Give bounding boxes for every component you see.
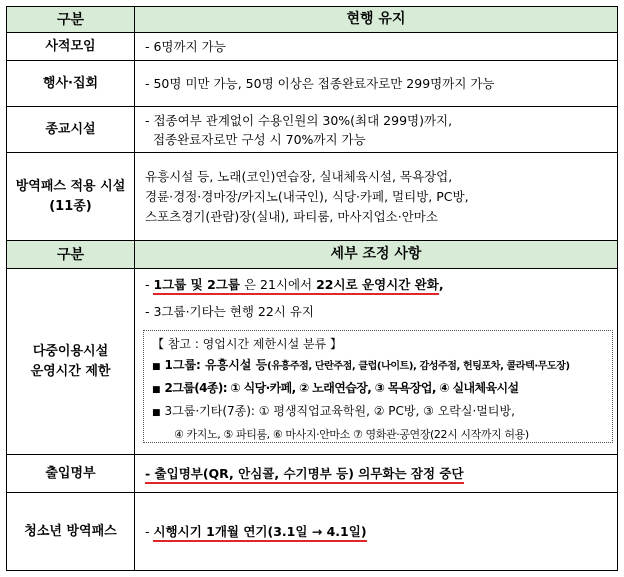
table-header-current	[7, 7, 617, 33]
row-label-private-gathering: 사적모임	[7, 33, 135, 60]
row-value: 경륜·경정·경마장/카지노(내국인), 식당·카페, 멀티방, PC방,	[145, 188, 469, 204]
row-label-events: 행사·집회	[7, 61, 135, 106]
table-row	[7, 269, 617, 455]
row-value: - 50명 미만 가능, 50명 이상은 접종완료자로만 299명까지 가능	[145, 76, 495, 91]
table-row	[7, 107, 617, 153]
header-category: 구분	[7, 7, 135, 32]
reference-note-box	[143, 330, 613, 443]
table-row	[7, 153, 617, 241]
row-value: 접종완료자로만 구성 시 70%까지 가능	[145, 131, 366, 147]
table-row	[7, 33, 617, 61]
table-row: 청소년 방역패스 - 시행시기 1개월 연기(3.1일 → 4.1일)	[7, 493, 617, 570]
bullet-square-icon: ■	[152, 362, 161, 372]
table-header-adjustments	[7, 241, 617, 269]
entry-log-suspension: - 출입명부(QR, 안심콜, 수기명부 등) 의무화는 잠정 중단	[145, 466, 464, 484]
row-label-vaccine-pass: 방역패스 적용 시설 (11종)	[7, 153, 135, 240]
row-label-youth-pass: 청소년 방역패스	[7, 493, 135, 570]
note-group2: ■ 2그룹(4종): ① 식당·카페, ② 노래연습장, ③ 목욕장업, ④ 실내체육시설	[152, 381, 519, 395]
table-row	[7, 61, 617, 107]
row-label-operating-hours: 다중이용시설 운영시간 제한	[7, 269, 135, 454]
header-category: 구분	[7, 241, 135, 268]
bullet-square-icon: ■	[152, 385, 161, 395]
note-group3-cont: ④ 카지노, ⑤ 파티룸, ⑥ 마사지·안마소 ⑦ 영화관·공연장(22시 시작까지 허용)	[174, 428, 529, 441]
bullet-square-icon: ■	[152, 408, 161, 418]
table-row	[7, 455, 617, 493]
row-label-entry-log: 출입명부	[7, 455, 135, 492]
note-group3: ■ 3그룹·기타(7종): ① 평생직업교육학원, ② PC방, ③ 오락실·멀티방,	[152, 404, 515, 418]
note-group1: ■ 1그룹: 유흥시설 등(유흥주점, 단란주점, 클럽(나이트), 감성주점, 헌팅포차, 콜라텍·무도장)	[152, 358, 570, 372]
row-label-religious: 종교시설	[7, 107, 135, 152]
relaxation-line: - 1그룹 및 2그룹 은 21시에서 22시로 운영시간 완화,	[145, 275, 617, 297]
row-value: - 6명까지 가능	[145, 39, 226, 54]
row-value: - 접종여부 관계없이 수용인원의 30%(최대 299명)까지,	[145, 112, 453, 128]
header-detailed-adjustments: 세부 조정 사항	[135, 241, 617, 268]
group3-line: - 3그룹·기타는 현행 22시 유지	[145, 304, 314, 319]
row-value: 유흥시설 등, 노래(코인)연습장, 실내체육시설, 목욕장업,	[145, 168, 453, 184]
row-value: 스포츠경기(관람)장(실내), 파티룸, 마사지업소·안마소	[145, 208, 438, 224]
youth-pass-delay: 시행시기 1개월 연기(3.1일 → 4.1일)	[153, 524, 366, 542]
header-current-maintained: 현행 유지	[135, 7, 617, 32]
policy-table	[6, 6, 618, 571]
note-title: 【 참고 : 영업시간 제한시설 분류 】	[152, 337, 343, 351]
